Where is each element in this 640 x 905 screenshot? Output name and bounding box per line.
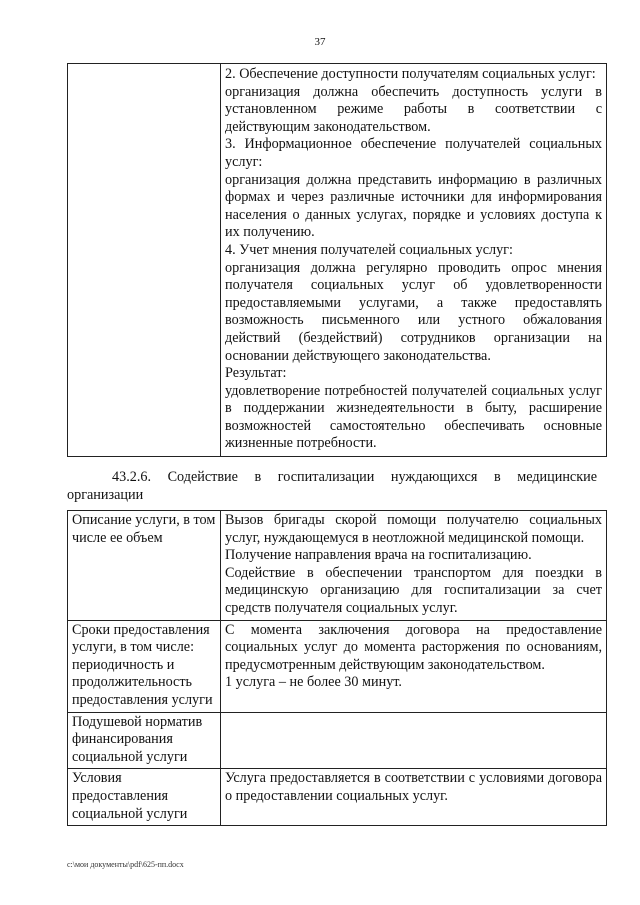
table-row: [68, 64, 607, 457]
paragraph: Получение направления врача на госпитализацию.: [225, 547, 532, 564]
row-content: [221, 620, 607, 712]
row-label: Сроки предоставления услуги, в том числе: периодичность и продолжительность предоставления услуги: [68, 620, 221, 712]
paragraph: удовлетворение потребностей получателей социальных услуг в поддержании жизнедеятельности в быту, расширение возможностей самостоятельно обеспечивать основные жизненные потребности.: [225, 382, 602, 452]
row-content: [221, 769, 607, 826]
table-row: [68, 712, 607, 769]
row-content: [221, 712, 607, 769]
row-label: Условия предоставления социальной услуги: [68, 769, 221, 826]
row-label: Описание услуги, в том числе ее объем: [68, 511, 221, 621]
content-cell: [221, 64, 607, 457]
paragraph: 4. Учет мнения получателей социальных услуг:: [225, 241, 513, 258]
paragraph: Содействие в обеспечении транспортом для поездки в медицинскую организацию для госпитализации за счет средств получателя социальных услуг.: [225, 564, 602, 616]
table-row: [68, 769, 607, 826]
table-row: [68, 511, 607, 621]
paragraph: организация должна регулярно проводить опрос мнения получателя социальных услуг об удовлетворенности предоставляемыми услугами, а также предоставлять возможность письменного или устного обжалования действий (бездействий) сотрудников организации на основании действующего законодательства.: [225, 259, 602, 364]
label-cell: [68, 64, 221, 457]
row-label: Подушевой норматив финансирования социальной услуги: [68, 712, 221, 769]
paragraph: Услуга предоставляется в соответствии с условиями договора о предоставлении социальных услуг.: [225, 770, 602, 804]
page-number: 37: [314, 36, 326, 48]
section-heading: 43.2.6. Содействие в госпитализации нуждающихся в медицинские организации: [67, 469, 597, 503]
continuation-table: [67, 63, 607, 457]
row-content: [221, 511, 607, 621]
paragraph: организация должна представить информацию в различных формах и через различные источники для информирования населения о данных услугах, порядке и условиях доступа к их получению.: [225, 171, 602, 241]
table-row: [68, 620, 607, 712]
paragraph: Результат:: [225, 365, 287, 382]
paragraph: 1 услуга – не более 30 минут.: [225, 674, 402, 691]
paragraph: 3. Информационное обеспечение получателей социальных услуг:: [225, 136, 602, 170]
paragraph: Вызов бригады скорой помощи получателю социальных услуг, нуждающемуся в неотложной медицинской помощи.: [225, 512, 602, 546]
paragraph: 2. Обеспечение доступности получателям социальных услуг:: [225, 66, 596, 82]
paragraph: С момента заключения договора на предоставление социальных услуг до момента расторжения по основаниям, предусмотренным действующим законодательством.: [225, 621, 602, 673]
service-table: [67, 510, 607, 826]
paragraph: организация должна обеспечить доступность услуги в установленном режиме работы в соответствии с действующим законодательством.: [225, 83, 602, 135]
footer-file-path: c:\мои документы\pdf\625-пп.docx: [67, 860, 184, 869]
